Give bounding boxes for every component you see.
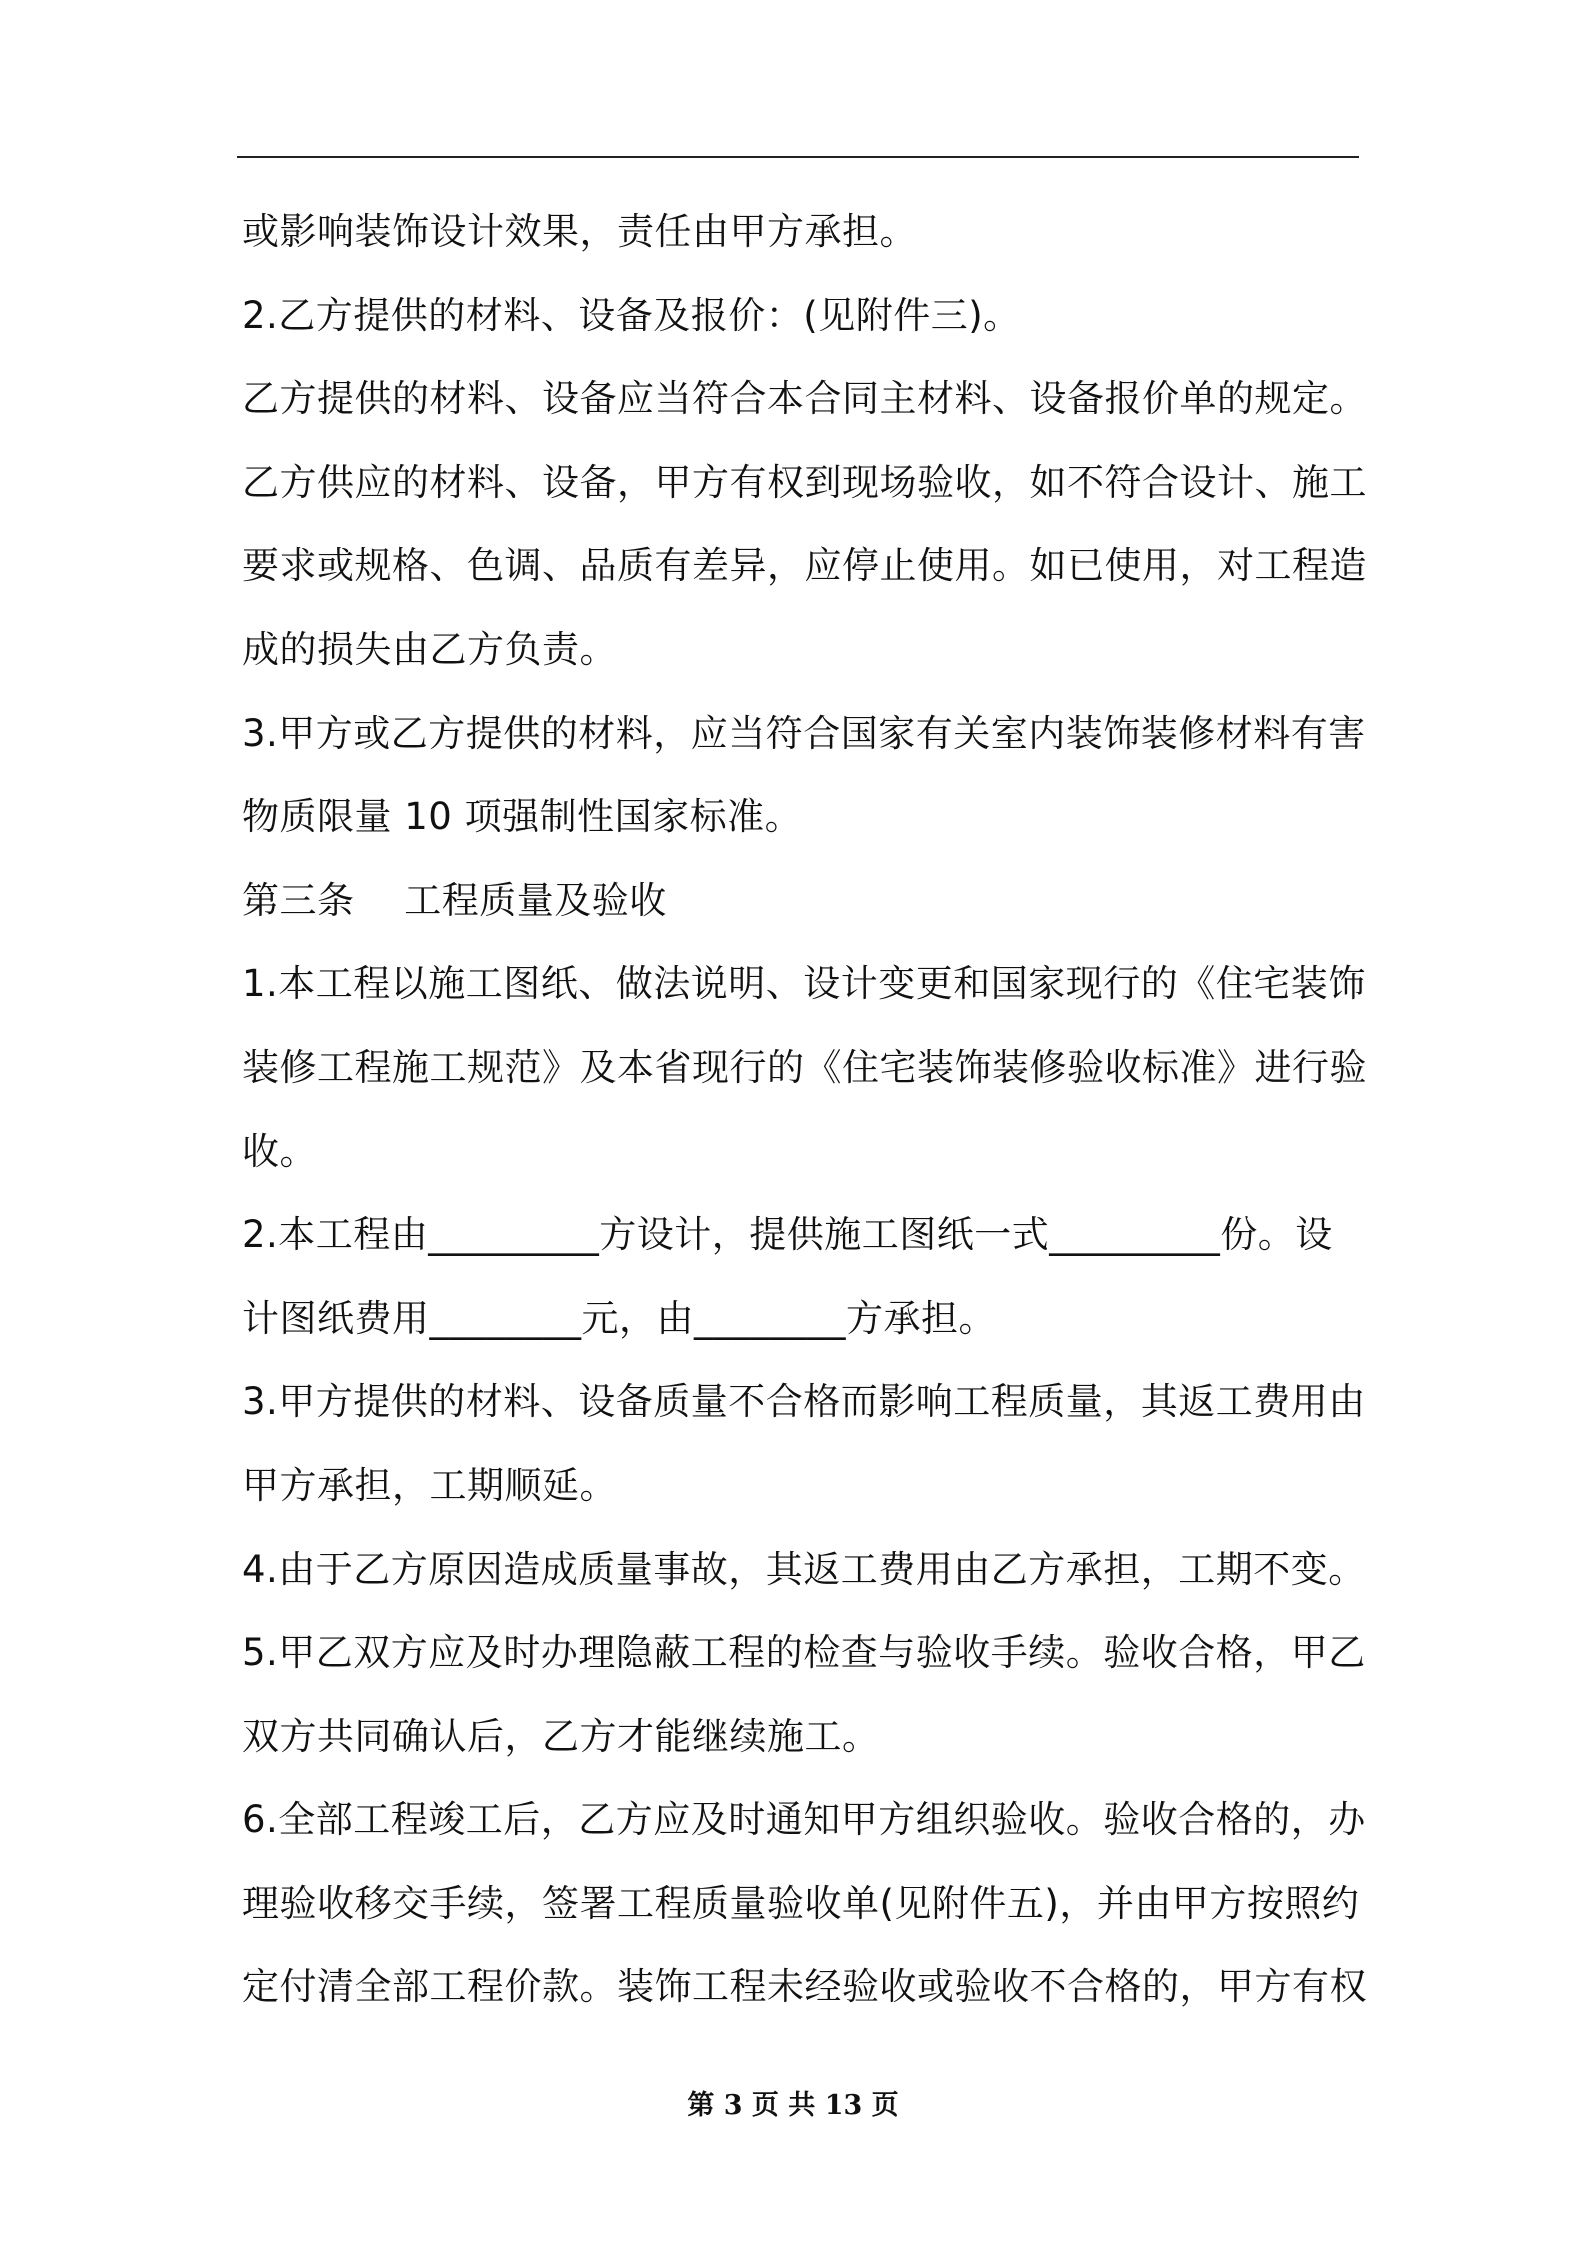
text-line: 理验收移交手续，签署工程质量验收单(见附件五)，并由甲方按照约 — [242, 1881, 1360, 1925]
text-line: 3.甲方提供的材料、设备质量不合格而影响工程质量，其返工费用由 — [242, 1380, 1366, 1424]
header-rule — [237, 156, 1359, 158]
text-line: 乙方提供的材料、设备应当符合本合同主材料、设备报价单的规定。 — [242, 377, 1367, 421]
text-line: 乙方供应的材料、设备，甲方有权到现场验收，如不符合设计、施工 — [242, 460, 1367, 504]
page-number: 第 3 页 共 13 页 — [687, 2090, 899, 2121]
text-line: 定付清全部工程价款。装饰工程未经验收或验收不合格的，甲方有权 — [242, 1965, 1367, 2009]
text-line: 装修工程施工规范》及本省现行的《住宅装饰装修验收标准》进行验 — [242, 1045, 1367, 1089]
document-body — [242, 190, 1367, 2029]
text-line: 双方共同确认后，乙方才能继续施工。 — [242, 1714, 880, 1758]
text-line: 2.本工程由_________方设计，提供施工图纸一式_________份。设 — [242, 1213, 1333, 1257]
text-line: 物质限量 10 项强制性国家标准。 — [242, 795, 803, 839]
text-line: 1.本工程以施工图纸、做法说明、设计变更和国家现行的《住宅装饰 — [242, 962, 1366, 1006]
text-line: 或影响装饰设计效果，责任由甲方承担。 — [242, 210, 917, 253]
text-line: 收。 — [242, 1129, 317, 1173]
text-line: 成的损失由乙方负责。 — [242, 627, 617, 671]
text-line: 计图纸费用________元，由________方承担。 — [242, 1296, 996, 1340]
text-line: 6.全部工程竣工后，乙方应及时通知甲方组织验收。验收合格的，办 — [242, 1798, 1366, 1842]
section-heading: 第三条 工程质量及验收 — [242, 878, 667, 922]
text-line: 3.甲方或乙方提供的材料，应当符合国家有关室内装饰装修材料有害 — [242, 711, 1366, 755]
text-line: 要求或规格、色调、品质有差异，应停止使用。如已使用，对工程造 — [242, 544, 1367, 588]
text-line: 甲方承担，工期顺延。 — [242, 1463, 617, 1507]
text-line: 4.由于乙方原因造成质量事故，其返工费用由乙方承担，工期不变。 — [242, 1547, 1366, 1591]
text-line: 5.甲乙双方应及时办理隐蔽工程的检查与验收手续。验收合格，甲乙 — [242, 1631, 1366, 1675]
text-line: 2.乙方提供的材料、设备及报价：(见附件三)。 — [242, 293, 1021, 337]
